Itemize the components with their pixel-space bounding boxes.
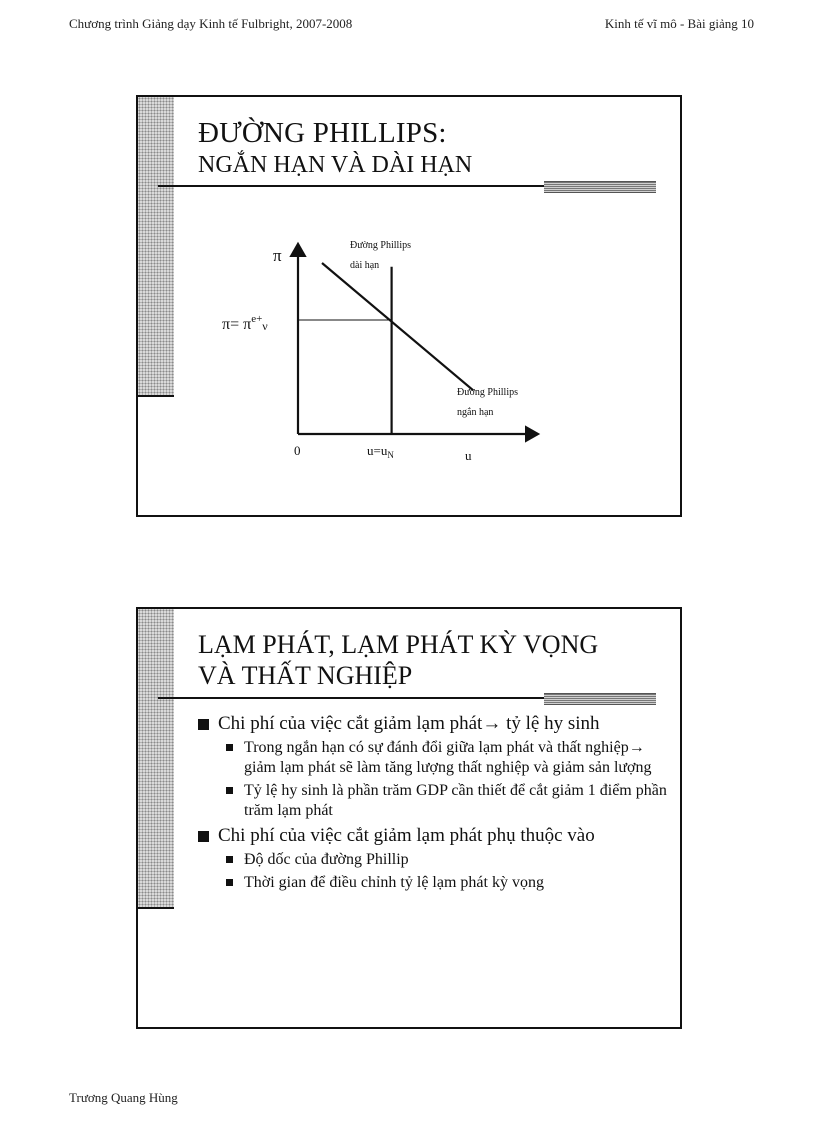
slide-phillips-curve <box>136 95 682 517</box>
header-lecture: Kinh tế vĩ mô - Bài giảng 10 <box>604 16 754 31</box>
phillips-chart <box>138 97 680 515</box>
sub-bullet-1-2: Tỷ lệ hy sinh là phần trăm GDP cần thiết để cắt giảm 1 điểm phần trăm lạm phát <box>198 781 668 821</box>
x-axis-label: u <box>465 448 472 463</box>
title-line-1: LẠM PHÁT, LẠM PHÁT KỲ VỌNG <box>198 630 599 659</box>
title-line-2: NGẮN HẠN VÀ DÀI HẠN <box>198 152 473 179</box>
short-run-phillips-line <box>322 263 473 390</box>
title-rule-bar <box>544 693 656 705</box>
title-line-2: VÀ THẤT NGHIỆP <box>198 661 413 691</box>
bullet-list <box>198 712 668 896</box>
slide-side-stripe <box>138 609 174 907</box>
slide-inflation-unemployment <box>136 607 682 1029</box>
sub-bullet-2-2: Thời gian để điều chỉnh tỷ lệ lạm phát kỳ vọng <box>198 873 668 893</box>
short-run-label-2: ngắn hạn <box>457 407 494 418</box>
bullet-2: Chi phí của việc cắt giảm lạm phát phụ thuộc vào <box>198 824 668 847</box>
slide-title <box>198 629 658 691</box>
sub-bullet-2-1: Độ dốc của đường Phillip <box>198 850 668 870</box>
short-run-label-1: Đường Phillips <box>457 387 518 398</box>
y-marker-superscript: e+ <box>251 313 263 325</box>
y-marker-label: $\pi= \pi^{e+}_\nu$ <box>222 313 268 333</box>
long-run-label-2: dài hạn <box>350 260 380 271</box>
x-marker-subscript: N <box>387 450 394 460</box>
x-marker-label: $u=u_N$ <box>367 443 394 460</box>
header-course: Chương trình Giảng dạy Kinh tế Fulbright, 2007-2008 <box>69 16 353 31</box>
title-line-1: ĐƯỜNG PHILLIPS: <box>198 117 447 149</box>
sub-bullet-1-1: Trong ngắn hạn có sự đánh đổi giữa lạm phát và thất nghiệp→ giảm lạm phát sẽ làm tăng lượng thất nghiệp và giảm sản lượng <box>198 738 668 778</box>
footer-author: Trương Quang Hùng <box>69 1090 178 1105</box>
y-marker-tail: ν <box>262 319 268 333</box>
origin-label: 0 <box>294 443 301 458</box>
y-axis-label: π <box>273 246 282 265</box>
bullet-1: Chi phí của việc cắt giảm lạm phát→ tỷ lệ hy sinh <box>198 712 668 735</box>
slide-side-stripe-cap <box>138 907 174 909</box>
long-run-label-1: Đường Phillips <box>350 240 411 251</box>
